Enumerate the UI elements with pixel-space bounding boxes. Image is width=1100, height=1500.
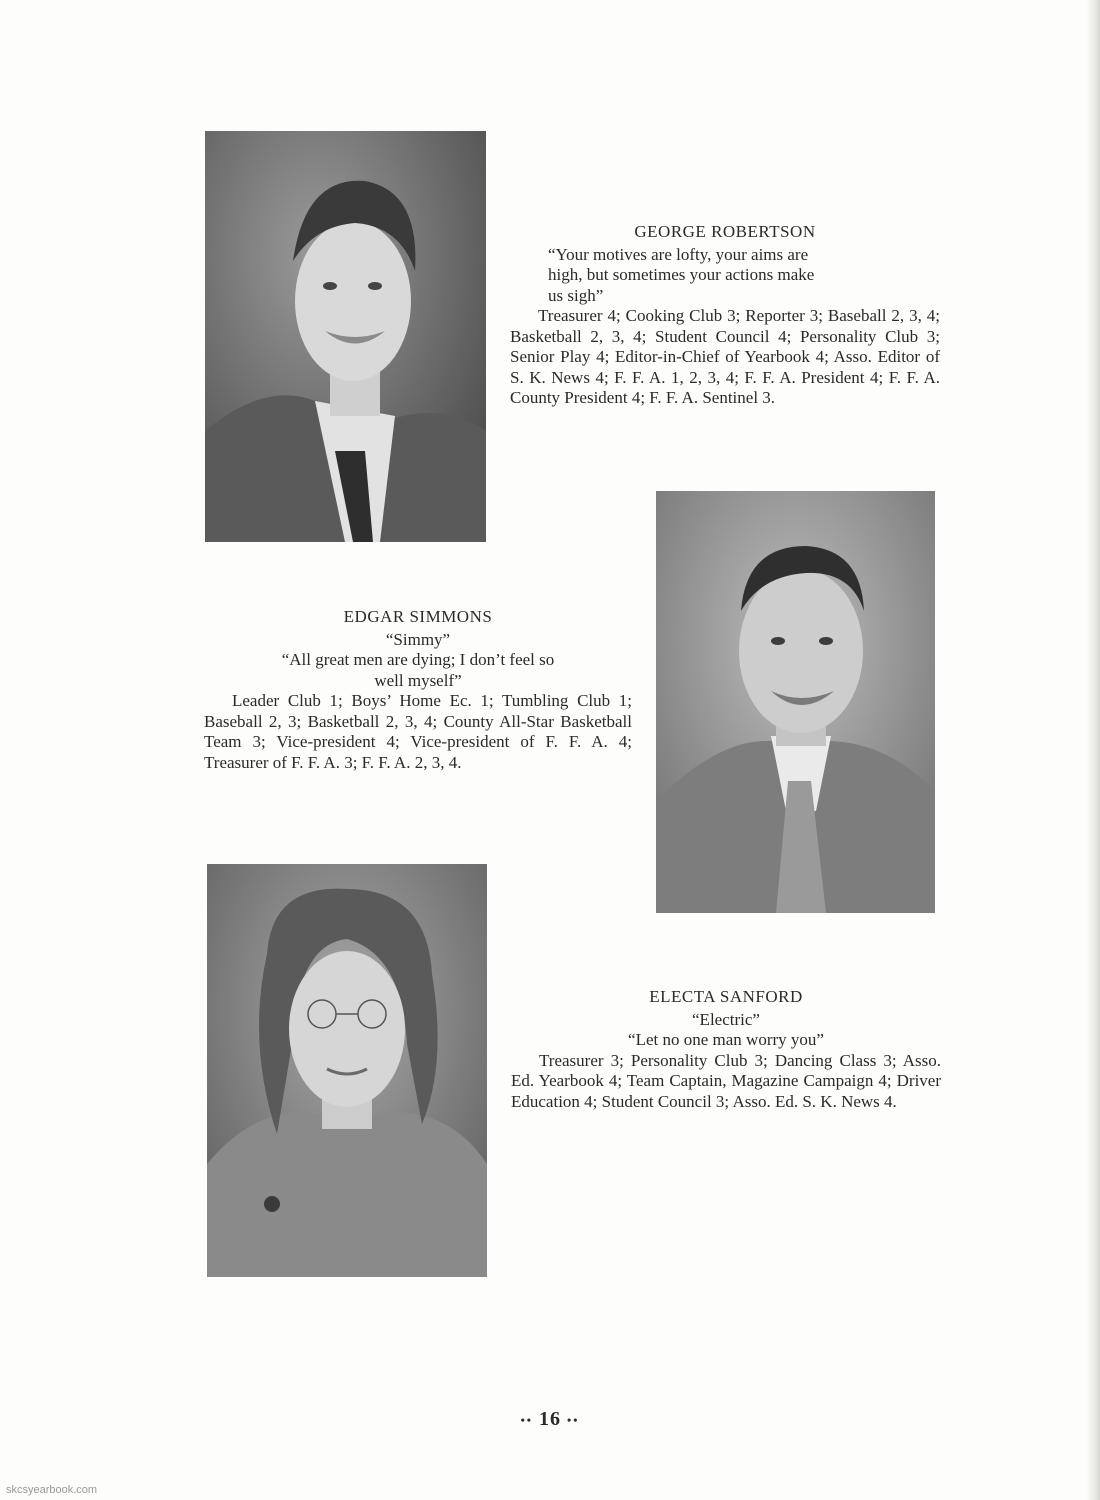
student-photo-electa-sanford <box>207 864 487 1277</box>
page-edge <box>1086 0 1100 1500</box>
quote-line: us sigh” <box>548 285 604 305</box>
page-number <box>0 1408 1100 1431</box>
page-number-value: 16 <box>539 1408 561 1430</box>
student-nickname: “Simmy” <box>385 629 451 649</box>
student-name: GEORGE ROBERTSON <box>634 222 816 241</box>
student-name: ELECTA SANFORD <box>649 987 803 1006</box>
student-activities: Leader Club 1; Boys’ Home Ec. 1; Tumbling Club 1; Baseball 2, 3; Basketball 2, 3, 4; County All-Star Basketball Team 3; Vice-president 4; Vice-president of F. F. A. 4; Treasurer of F. F. A. 3; F. F. A. 2, 3, 4. <box>204 691 632 772</box>
quote-line: high, but sometimes your actions make <box>548 265 815 284</box>
student-activities: Treasurer 3; Personality Club 3; Dancing Class 3; Asso. Ed. Yearbook 4; Team Captain, Magazine Campaign 4; Driver Education 4; Student Council 3; Asso. Ed. S. K. News 4. <box>511 1050 941 1111</box>
student-photo-george-robertson <box>205 131 486 542</box>
student-name: EDGAR SIMMONS <box>343 607 493 626</box>
student-entry-george-robertson <box>510 222 940 409</box>
quote-line: “All great men are dying; I don’t feel so <box>281 650 555 669</box>
quote-line: “Let no one man worry you” <box>628 1030 824 1049</box>
quote-line: well myself” <box>374 670 462 690</box>
page-number-ornament-right: •• <box>567 1412 580 1427</box>
student-quote <box>204 650 632 691</box>
student-quote <box>511 1030 941 1051</box>
student-photo-edgar-simmons <box>656 491 935 913</box>
student-quote <box>510 245 940 307</box>
watermark: skcsyearbook.com <box>6 1484 98 1496</box>
page-number-ornament-left: •• <box>520 1412 533 1427</box>
student-entry-electa-sanford <box>511 987 941 1112</box>
quote-line: “Your motives are lofty, your aims are <box>548 244 809 264</box>
student-nickname: “Electric” <box>692 1009 760 1029</box>
student-activities: Treasurer 4; Cooking Club 3; Reporter 3; Baseball 2, 3, 4; Basketball 2, 3, 4; Student Council 4; Personality Club 3; Senior Play 4; Editor-in-Chief of Yearbook 4; Asso. Editor of S. K. News 4; F. F. A. 1, 2, 3, 4; F. F. A. President 4; F. F. A. County President 4; F. F. A. Sentinel 3. <box>510 306 940 407</box>
student-entry-edgar-simmons <box>204 607 632 773</box>
